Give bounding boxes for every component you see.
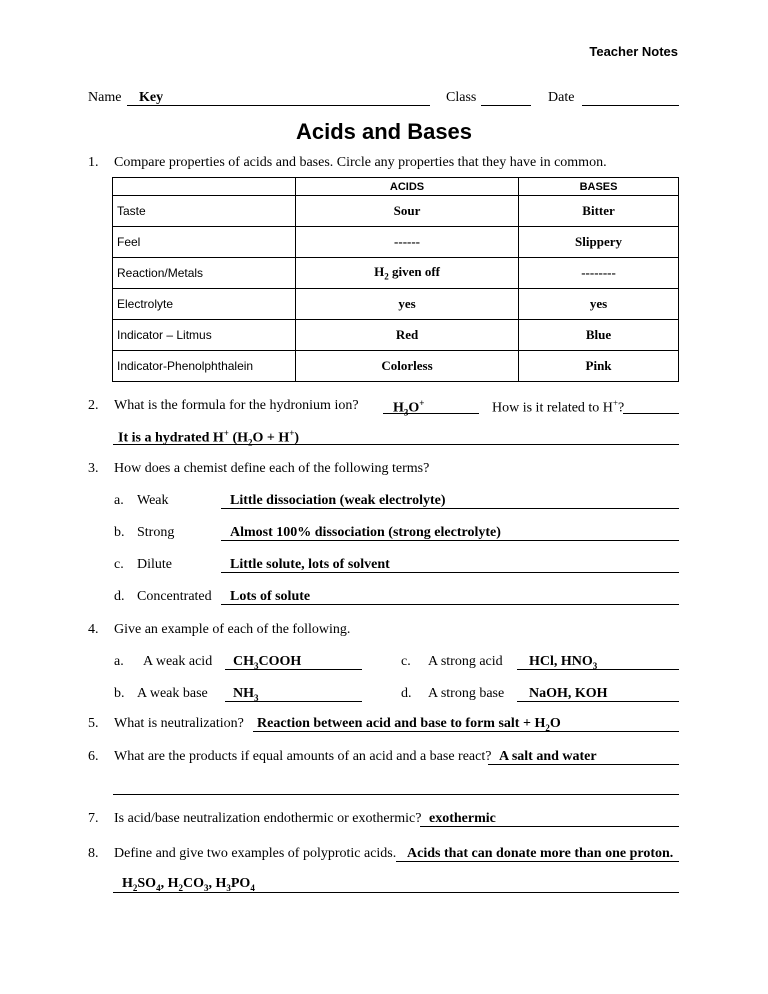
q4-c-answer: HCl, $HNO_3$ bbox=[529, 654, 598, 671]
q4-d-answer: NaOH, KOH bbox=[529, 686, 608, 701]
q2-line2 bbox=[623, 413, 679, 414]
properties-table bbox=[112, 177, 679, 382]
q5-answer: Reaction between acid and base to form salt + $H_2O$ bbox=[257, 716, 561, 733]
teacher-notes-label: Teacher Notes bbox=[589, 44, 678, 59]
q4-a-letter: a. bbox=[114, 654, 124, 669]
q3-item-line bbox=[221, 508, 679, 509]
base-cell: Blue bbox=[519, 320, 679, 351]
q6-extra-line bbox=[113, 794, 679, 795]
table-row bbox=[113, 227, 679, 258]
q3-item-term: Strong bbox=[137, 525, 175, 540]
q7-text: Is acid/base neutralization endothermic or exothermic? bbox=[114, 811, 422, 826]
table-header-blank bbox=[113, 178, 296, 196]
name-label: Name bbox=[88, 90, 122, 105]
q7-number: 7. bbox=[88, 811, 99, 826]
q4-d-label: A strong base bbox=[428, 686, 505, 701]
name-value: Key bbox=[139, 90, 164, 105]
table-row bbox=[113, 258, 679, 289]
page-title: Acids and Bases bbox=[295, 119, 473, 144]
base-cell: Slippery bbox=[519, 227, 679, 258]
q4-d-letter: d. bbox=[401, 686, 412, 701]
q3-item-term: Dilute bbox=[137, 557, 172, 572]
q3-item-letter: c. bbox=[114, 557, 124, 572]
q3-item-letter: d. bbox=[114, 589, 125, 604]
date-line bbox=[582, 105, 679, 106]
q2-text2: How is it related to H+? bbox=[492, 398, 625, 416]
acid-cell: Colorless bbox=[296, 351, 519, 382]
q4-b-label: A weak base bbox=[137, 686, 208, 701]
q3-item-line bbox=[221, 572, 679, 573]
acid-cell: $H_2$ given off bbox=[296, 258, 519, 289]
q8-answer: Acids that can donate more than one proton. bbox=[407, 846, 674, 861]
q1-number: 1. bbox=[88, 155, 99, 170]
q2-answer2: It is a hydrated H+ $(H_2O + H^+)$ bbox=[118, 428, 300, 448]
q6-text: What are the products if equal amounts of an acid and a base react? bbox=[114, 749, 492, 764]
q2-answer-line bbox=[383, 413, 479, 414]
base-cell: yes bbox=[519, 289, 679, 320]
acid-cell: ------ bbox=[296, 227, 519, 258]
q4-a-label: A weak acid bbox=[143, 654, 213, 669]
q3-item-answer: Almost 100% dissociation (strong electrolyte) bbox=[230, 525, 501, 540]
table-row bbox=[113, 196, 679, 227]
q4-a-line bbox=[225, 669, 362, 670]
acid-cell: Sour bbox=[296, 196, 519, 227]
table-header-acids: ACIDS bbox=[296, 178, 519, 196]
q4-c-label: A strong acid bbox=[428, 654, 503, 669]
q4-c-line bbox=[517, 669, 679, 670]
class-label: Class bbox=[446, 90, 477, 105]
q7-answer: exothermic bbox=[429, 811, 496, 826]
q3-item-term: Weak bbox=[137, 493, 169, 508]
q6-number: 6. bbox=[88, 749, 99, 764]
q6-answer-line bbox=[488, 764, 679, 765]
base-cell: Bitter bbox=[519, 196, 679, 227]
q3-item-line bbox=[221, 604, 679, 605]
date-label: Date bbox=[548, 90, 575, 105]
q8-number: 8. bbox=[88, 846, 99, 861]
q4-number: 4. bbox=[88, 622, 99, 637]
q3-item-line bbox=[221, 540, 679, 541]
q3-item-answer: Lots of solute bbox=[230, 589, 311, 604]
q3-item-letter: a. bbox=[114, 493, 124, 508]
q4-b-answer: $NH_3$ bbox=[233, 686, 259, 703]
q2-answer: $H_3O^+$ bbox=[393, 398, 425, 418]
q8-text: Define and give two examples of polyprotic acids. bbox=[114, 846, 397, 861]
table-row bbox=[113, 320, 679, 351]
table-header-row bbox=[113, 178, 679, 196]
q4-d-line bbox=[517, 701, 679, 702]
base-cell: Pink bbox=[519, 351, 679, 382]
property-cell: Feel bbox=[113, 227, 296, 258]
q3-text: How does a chemist define each of the following terms? bbox=[114, 461, 430, 476]
q3-item-answer: Little dissociation (weak electrolyte) bbox=[230, 493, 446, 508]
property-cell: Taste bbox=[113, 196, 296, 227]
acid-cell: Red bbox=[296, 320, 519, 351]
q6-answer: A salt and water bbox=[499, 749, 597, 764]
q2-answer2-line bbox=[113, 444, 679, 445]
q3-item-letter: b. bbox=[114, 525, 125, 540]
property-cell: Indicator – Litmus bbox=[113, 320, 296, 351]
q5-number: 5. bbox=[88, 716, 99, 731]
q4-b-line bbox=[225, 701, 362, 702]
property-cell: Indicator-Phenolphthalein bbox=[113, 351, 296, 382]
q3-item-term: Concentrated bbox=[137, 589, 212, 604]
base-cell: -------- bbox=[519, 258, 679, 289]
q7-answer-line bbox=[420, 826, 679, 827]
q4-text: Give an example of each of the following. bbox=[114, 622, 351, 637]
q8-examples-line bbox=[113, 892, 679, 893]
q8-examples: $H_2SO_4$, $H_2CO_3$, $H_3PO_4$ bbox=[122, 876, 255, 893]
table-row bbox=[113, 351, 679, 382]
q5-answer-line bbox=[253, 731, 679, 732]
q8-answer-line bbox=[396, 861, 679, 862]
q2-text: What is the formula for the hydronium ion? bbox=[114, 398, 359, 413]
property-cell: Electrolyte bbox=[113, 289, 296, 320]
table-row bbox=[113, 289, 679, 320]
name-line bbox=[127, 105, 430, 106]
q3-item-answer: Little solute, lots of solvent bbox=[230, 557, 390, 572]
q4-b-letter: b. bbox=[114, 686, 125, 701]
q4-a-answer: $CH_3COOH$ bbox=[233, 654, 302, 671]
q2-number: 2. bbox=[88, 398, 99, 413]
q3-number: 3. bbox=[88, 461, 99, 476]
table-header-bases: BASES bbox=[519, 178, 679, 196]
property-cell: Reaction/Metals bbox=[113, 258, 296, 289]
acid-cell: yes bbox=[296, 289, 519, 320]
q1-text: Compare properties of acids and bases. Circle any properties that they have in common. bbox=[114, 155, 607, 170]
q4-c-letter: c. bbox=[401, 654, 411, 669]
class-line bbox=[481, 105, 531, 106]
q5-text: What is neutralization? bbox=[114, 716, 244, 731]
